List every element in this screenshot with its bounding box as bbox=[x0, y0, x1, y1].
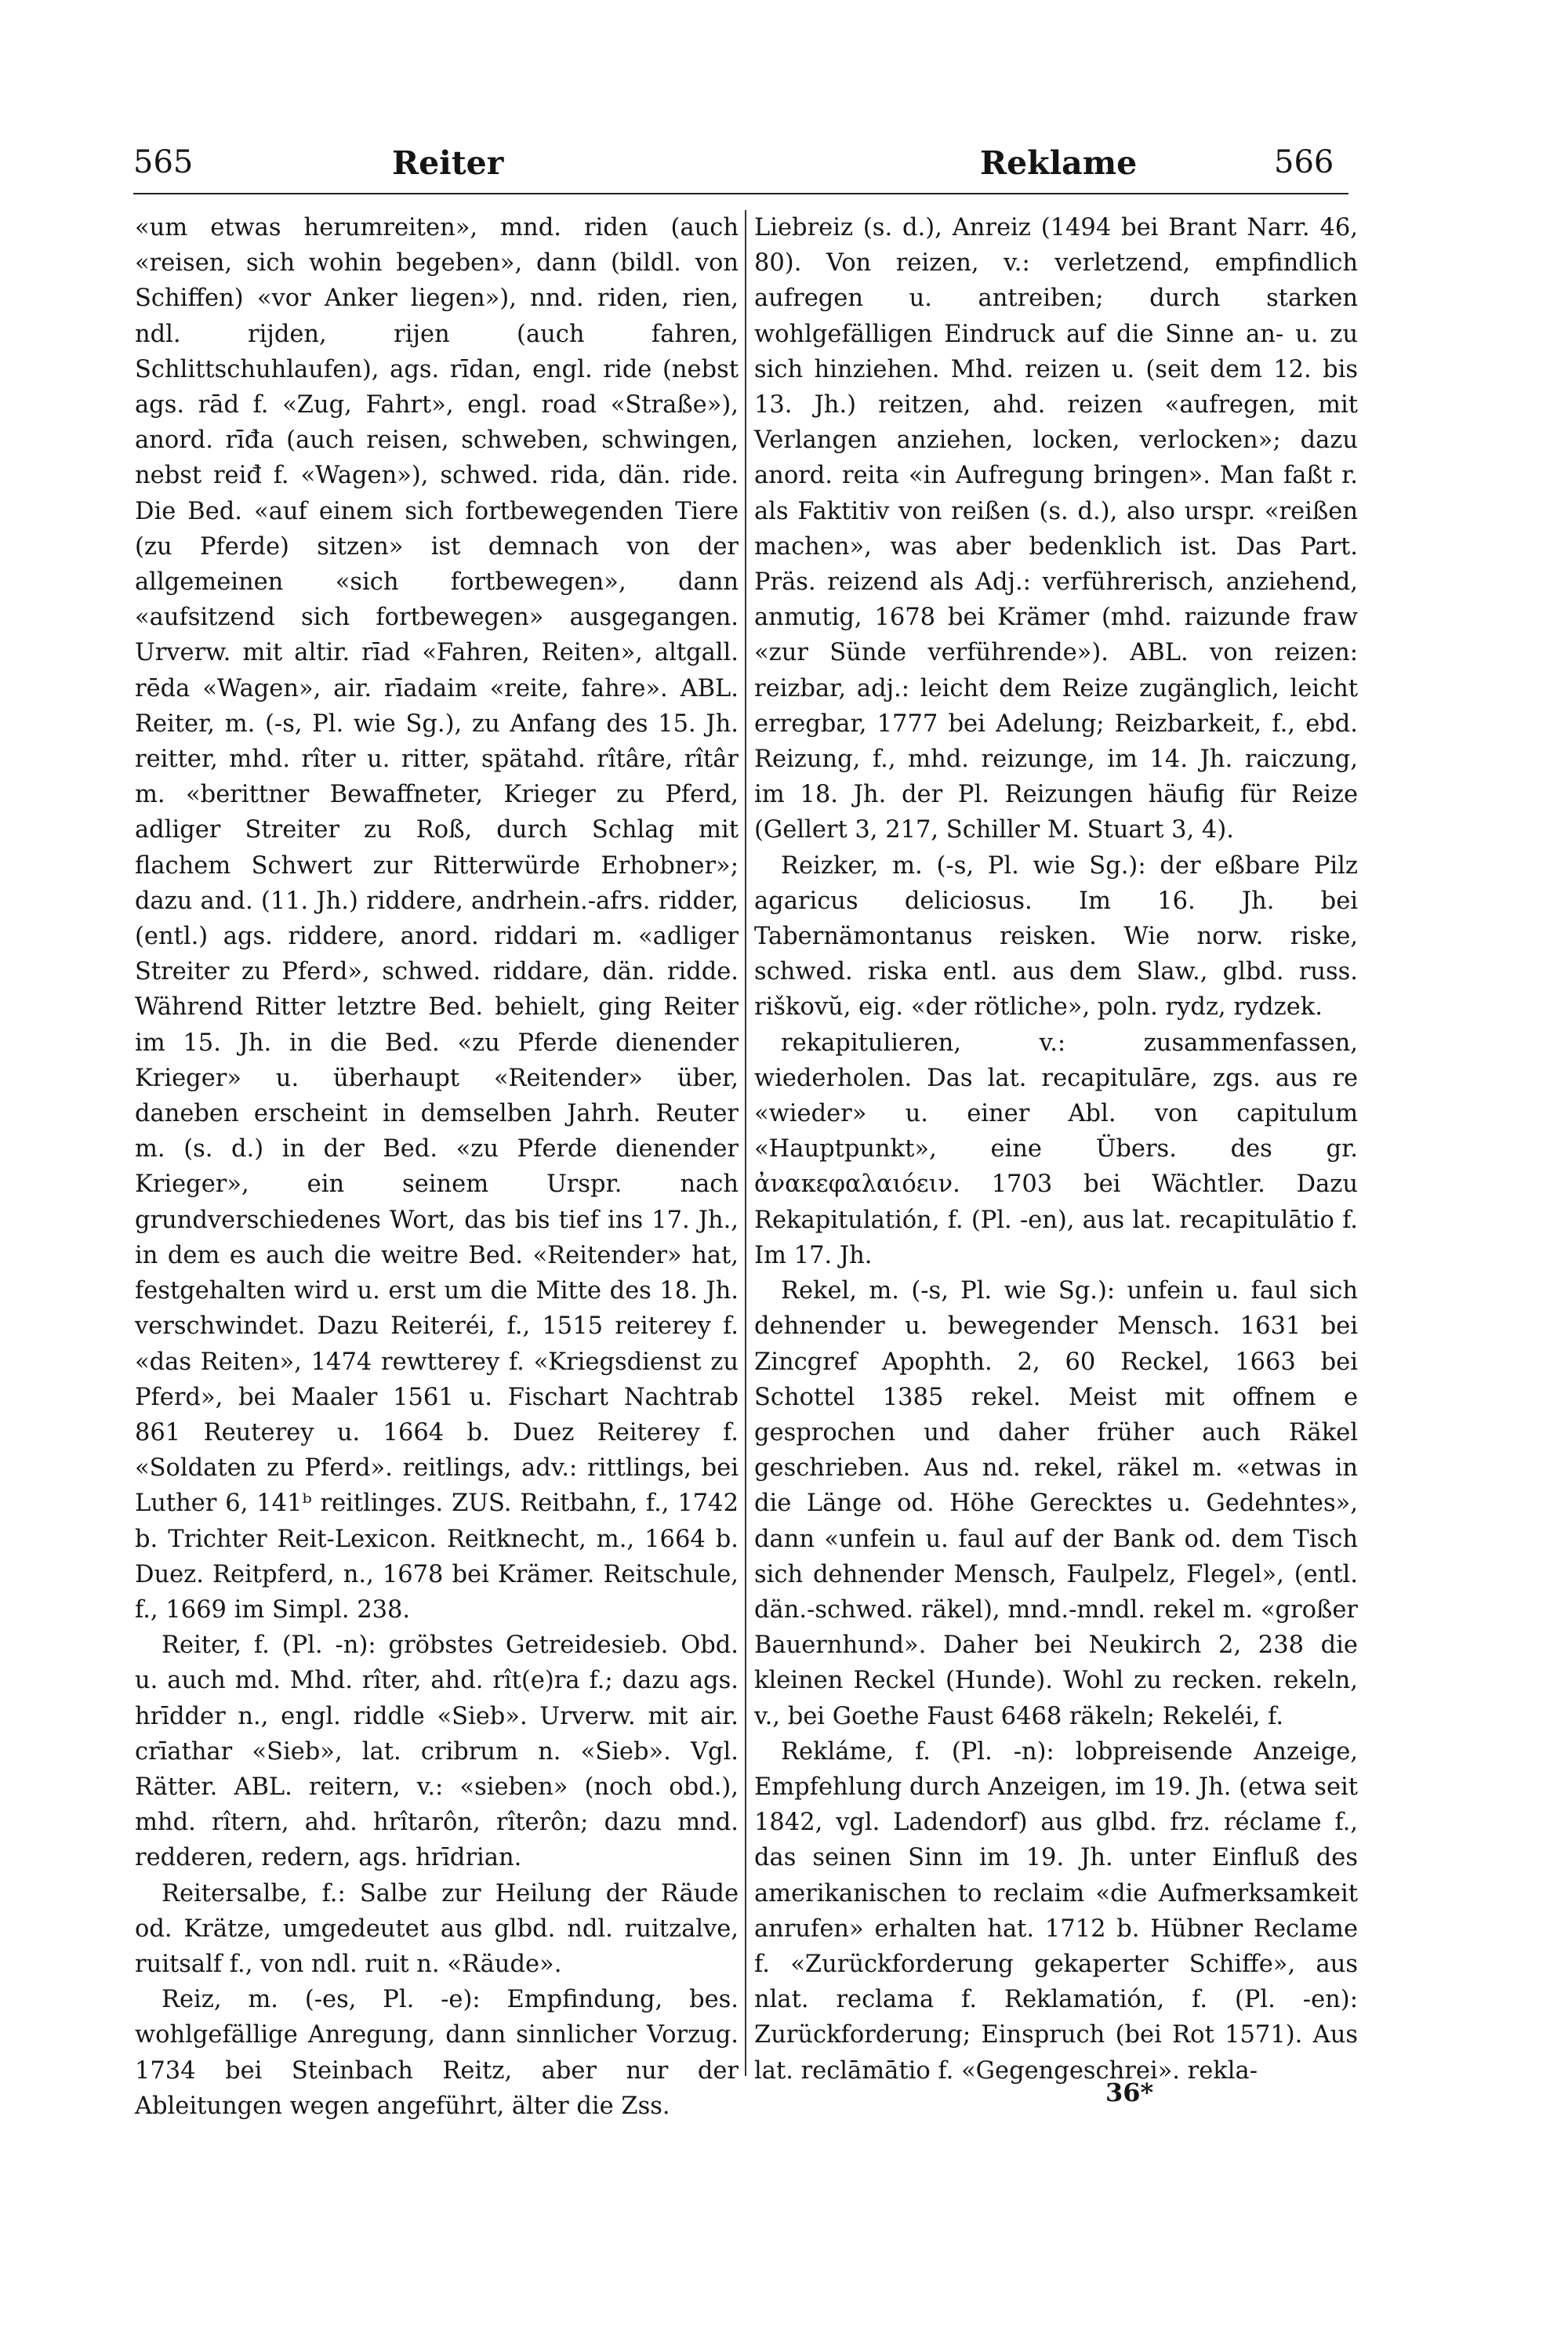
right-column bbox=[754, 210, 1358, 2089]
running-head-left: Reiter bbox=[392, 144, 504, 182]
entry-paragraph: Reiter, f. (Pl. -n): gröbstes Getreidesieb. Obd. u. auch md. Mhd. rîter, ahd. rît(e)ra f.; dazu ags. hrīdder n., engl. riddle «Sieb». Urverw. mit air. crīathar «Sieb», lat. cribrum n. «Sieb». Vgl. Rätter. ABL. reitern, v.: «sieben» (noch obd.), mhd. rîtern, ahd. hrîtarôn, rîterôn; dazu mnd. redderen, redern, ags. hrīdrian. bbox=[135, 1632, 739, 1872]
running-head-right: Reklame bbox=[980, 144, 1138, 182]
entry-paragraph: Liebreiz (s. d.), Anreiz (1494 bei Brant Narr. 46, 80). Von reizen, v.: verletzend, empfindlich aufregen u. antreiben; durch starken wohlgefälligen Eindruck auf die Sinne an- u. zu sich hinziehen. Mhd. reizen u. (seit dem 12. bis 13. Jh.) reitzen, ahd. reizen «aufregen, mit Verlangen anziehen, locken, verlocken»; dazu anord. reita «in Aufregung bringen». Man faßt r. als Faktitiv von reißen (s. d.), also urspr. «reißen machen», was aber bedenklich ist. Das Part. Präs. reizend als Adj.: verführerisch, anziehend, anmutig, 1678 bei Krämer (mhd. raizunde fraw «zur Sünde verführende»). ABL. von reizen: reizbar, adj.: leicht dem Reize zugänglich, leicht erregbar, 1777 bei Adelung; Reizbarkeit, f., ebd. Reizung, f., mhd. reizunge, im 14. Jh. raiczung, im 18. Jh. der Pl. Reizungen häufig für Reize (Gellert 3, 217, Schiller M. Stuart 3, 4). bbox=[754, 214, 1358, 844]
entry-paragraph: Reizker, m. (-s, Pl. wie Sg.): der eßbare Pilz agaricus deliciosus. Im 16. Jh. bei Tabernämontanus reisken. Wie norw. riske, schwed. riska entl. aus dem Slaw., glbd. russ. riškovŭ, eig. «der rötliche», poln. rydz, rydzek. bbox=[754, 851, 1358, 1022]
column-divider bbox=[745, 210, 746, 2076]
page-number-left: 565 bbox=[133, 144, 194, 180]
entry-paragraph: Rekláme, f. (Pl. -n): lobpreisende Anzeige, Empfehlung durch Anzeigen, im 19. Jh. (etwa seit 1842, vgl. Ladendorf) aus glbd. frz. réclame f., das seinen Sinn im 19. Jh. unter Einfluß des amerikanischen to reclaim «die Aufmerksamkeit anrufen» erhalten hat. 1712 b. Hübner Reclame f. «Zurückforderung gekaperter Schiffe», aus nlat. reclama f. Reklamatión, f. (Pl. -en): Zurückforderung; Einspruch (bei Rot 1571). Aus lat. reclāmātio f. «Gegengeschrei». rekla- bbox=[754, 1737, 1359, 2085]
signature-mark: 36* bbox=[1105, 2078, 1154, 2107]
entry-paragraph: rekapitulieren, v.: zusammenfassen, wiederholen. Das lat. recapitulāre, zgs. aus re «wieder» u. einer Abl. von capitulum «Hauptpunkt», eine Übers. des gr. ἀνακεφαλαιόειν. 1703 bei Wächtler. Dazu Rekapitulatión, f. (Pl. -en), aus lat. recapitulātio f. Im 17. Jh. bbox=[754, 1029, 1358, 1269]
entry-paragraph: «um etwas herumreiten», mnd. riden (auch «reisen, sich wohin begeben», dann (bildl. von Schiffen) «vor Anker liegen»), nnd. riden, rien, ndl. rijden, rijen (auch fahren, Schlittschuhlaufen), ags. rīdan, engl. ride (nebst ags. rād f. «Zug, Fahrt», engl. road «Straße»), anord. rīđa (auch reisen, schweben, schwingen, nebst reiđ f. «Wagen»), schwed. rida, dän. ride. Die Bed. «auf einem sich fortbewegenden Tiere (zu Pferde) sitzen» ist demnach von der allgemeinen «sich fortbewegen», dann «aufsitzend sich fortbewegen» ausgegangen. Urverw. mit altir. rīad «Fahren, Reiten», altgall. rēda «Wagen», air. rīadaim «reite, fahre». ABL. Reiter, m. (-s, Pl. wie Sg.), zu Anfang des 15. Jh. reitter, mhd. rîter u. ritter, spätahd. rîtâre, rîtâr m. «berittner Bewaffneter, Krieger zu Pferd, adliger Streiter zu Roß, durch Schlag mit flachem Schwert zur Ritterwürde Erhobner»; dazu and. (11. Jh.) riddere, andrhein.-afrs. ridder, (entl.) ags. riddere, anord. riddari m. «adliger Streiter zu Pferd», schwed. riddare, dän. ridde. Während Ritter letztre Bed. behielt, ging Reiter im 15. Jh. in die Bed. «zu Pferde dienender Krieger» u. überhaupt «Reitender» über, daneben erscheint in demselben Jahrh. Reuter m. (s. d.) in der Bed. «zu Pferde dienender Krieger», ein seinem Urspr. nach grundverschiedenes Wort, das bis tief ins 17. Jh., in dem es auch die weitre Bed. «Reitender» hat, festgehalten wird u. erst um die Mitte des 18. Jh. verschwindet. Dazu Reiteréi, f., 1515 reiterey f. «das Reiten», 1474 rewtterey f. «Kriegsdienst zu Pferd», bei Maaler 1561 u. Fischart Nachtrab 861 Reuterey u. 1664 b. Duez Reiterey f. «Soldaten zu Pferd». reitlings, adv.: rittlings, bei Luther 6, 141ᵇ reitlinges. ZUS. Reitbahn, f., 1742 b. Trichter Reit-Lexicon. Reitknecht, m., 1664 b. Duez. Reitpferd, n., 1678 bei Krämer. Reitschule, f., 1669 im Simpl. 238. bbox=[135, 214, 739, 1624]
header-rule bbox=[133, 193, 1348, 194]
entry-paragraph: Rekel, m. (-s, Pl. wie Sg.): unfein u. faul sich dehnender u. bewegender Mensch. 1631 bei Zincgref Apophth. 2, 60 Reckel, 1663 bei Schottel 1385 rekel. Meist mit offnem e gesprochen und daher früher auch Räkel geschrieben. Aus nd. rekel, räkel m. «etwas in die Länge od. Höhe Gerecktes u. Gedehntes», dann «unfein u. faul auf der Bank od. dem Tisch sich dehnender Mensch, Faulpelz, Flegel», (entl. dän.-schwed. räkel), mnd.-mndl. rekel m. «großer Bauernhund». Daher bei Neukirch 2, 238 die kleinen Reckel (Hunde). Wohl zu recken. rekeln, v., bei Goethe Faust 6468 räkeln; Rekeléi, f. bbox=[754, 1277, 1358, 1730]
entry-paragraph: Reiz, m. (-es, Pl. -e): Empfindung, bes. wohlgefällige Anregung, dann sinnlicher Vorzug. 1734 bei Steinbach Reitz, aber nur der Ableitungen wegen angeführt, älter die Zss. bbox=[135, 1986, 739, 2120]
page-number-right: 566 bbox=[1274, 144, 1334, 180]
entry-paragraph: Reitersalbe, f.: Salbe zur Heilung der Räude od. Krätze, umgedeutet aus glbd. ndl. ruitzalve, ruitsalf f., von ndl. ruit n. «Räude». bbox=[135, 1879, 739, 1978]
left-column bbox=[135, 210, 739, 2124]
